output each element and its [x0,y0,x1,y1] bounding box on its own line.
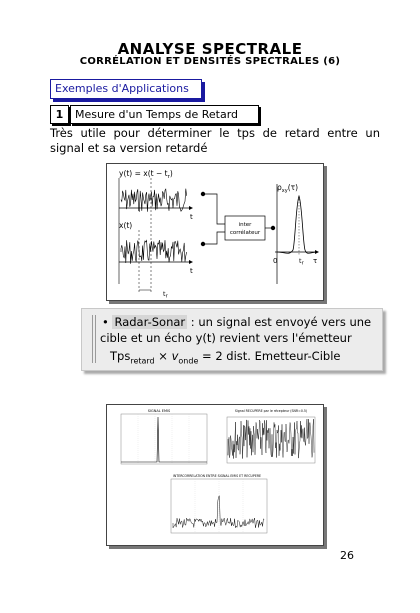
section-label: Exemples d'Applications [55,82,189,95]
subsection-number: 1 [50,105,69,124]
panel1-title: SIGNAL EMIS [147,409,171,413]
panel2-title: Signal RECUPERE par le récepteur (SNR=0.5) [234,409,308,413]
radar-plots [107,405,323,545]
page-number: 26 [340,549,354,562]
t-label-bottom: t [190,267,193,275]
received-signal-trace [228,419,314,459]
panel3-title: INTERCORRELATION ENTRE SIGNAL EMIS ET RECUPERE [172,474,262,478]
intro-paragraph: Très utile pour déterminer le tps de retard entre un signal et sa version retardé [50,126,380,155]
svg-text:corrélateur: corrélateur [229,230,261,236]
tr-peak-label: $t_r$ [299,257,304,267]
intercorrelator-block [225,216,265,240]
zero-label: 0 [273,257,278,265]
subsection-title: Mesure d'un Temps de Retard [70,105,259,124]
y-signal-label: $y(t) = x(t - t_r)$ [119,169,173,180]
page-subtitle: CORRÉLATION ET DENSITÉS SPECTRALES (6) [79,56,341,67]
tau-label: τ [313,257,318,265]
radar-plots-figure [106,404,324,546]
intercorrelator-diagram [107,164,323,300]
radar-sonar-callout [81,308,383,371]
intercorrelation-trace [173,496,264,528]
tr-label: $t_r$ [163,290,168,300]
radar-equation: $Tps_{retard} \times v_{onde} = 2$ dist. Emetteur-Cible [110,349,341,366]
t-label-top: t [190,213,193,221]
svg-text:inter: inter [238,222,252,228]
radar-sonar-highlight: Radar-Sonar [114,315,186,329]
radar-line-1: • Radar-Sonar : un signal est envoyé vers une [102,315,372,329]
intercorrelator-figure [106,163,324,301]
correlation-peak-curve [277,196,317,253]
section-heading [50,79,202,99]
radar-line-2: cible et un écho y(t) revient vers l'émetteur [100,331,352,345]
x-signal-label: x(t) [119,221,133,230]
rho-label: $\rho_{xy}(\tau)$ [277,183,299,194]
emitted-pulse [121,417,207,462]
callout-bar [92,315,96,363]
x-signal-trace [121,240,187,264]
page-title: ANALYSE SPECTRALE [117,40,303,58]
